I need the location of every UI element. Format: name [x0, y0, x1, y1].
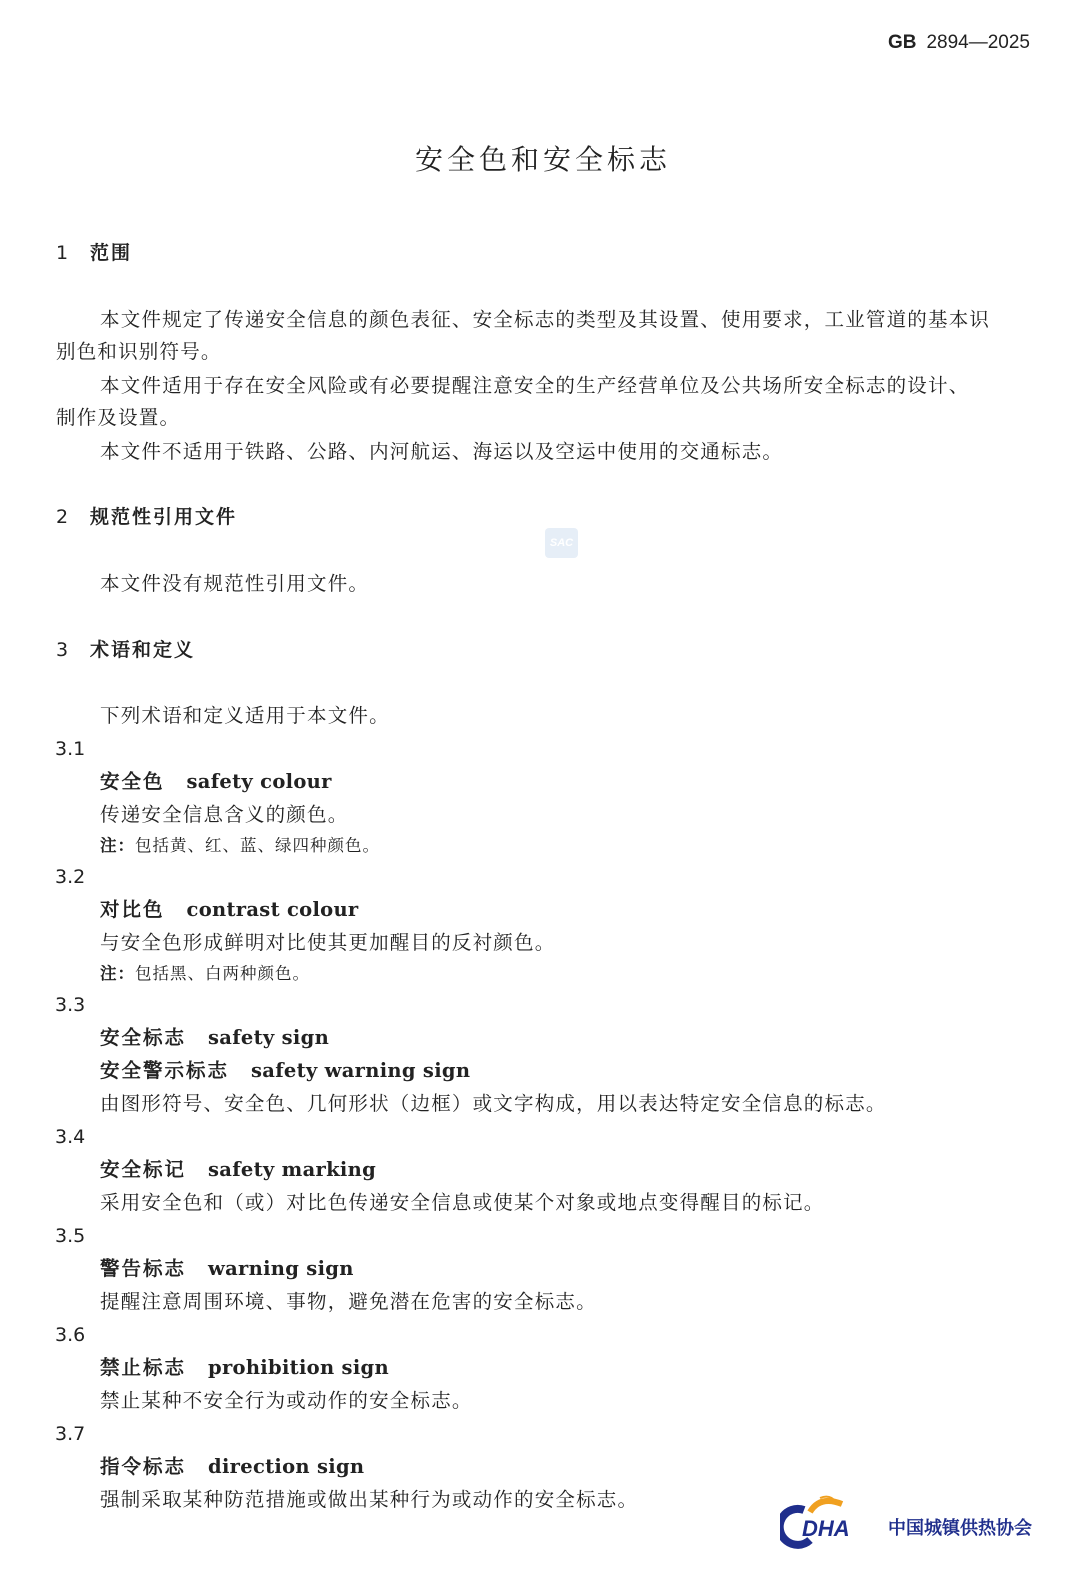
term-number: 3.6	[55, 1324, 86, 1346]
standard-code: GB 2894—2025	[887, 32, 1030, 53]
sac-watermark: SAC	[545, 528, 578, 558]
term-number: 3.7	[55, 1423, 86, 1445]
term-title: 指令标志 direction sign	[100, 1455, 365, 1478]
term-definition: 与安全色形成鲜明对比使其更加醒目的反衬颜色。	[100, 931, 556, 954]
term-title: 对比色 contrast colour	[100, 898, 359, 921]
cdha-logo-text: 中国城镇供热协会	[888, 1518, 1032, 1539]
section-heading: 1 范围	[56, 242, 133, 264]
paragraph-line: 本文件适用于存在安全风险或有必要提醒注意安全的生产经营单位及公共场所安全标志的设计、	[100, 374, 970, 397]
page-title: 安全色和安全标志	[414, 143, 671, 176]
term-number: 3.5	[55, 1225, 86, 1247]
term-definition: 采用安全色和（或）对比色传递安全信息或使某个对象或地点变得醒目的标记。	[100, 1191, 825, 1214]
paragraph-line: 本文件不适用于铁路、公路、内河航运、海运以及空运中使用的交通标志。	[100, 440, 784, 463]
term-title: 安全色 safety colour	[100, 770, 332, 793]
term-definition: 传递安全信息含义的颜色。	[100, 803, 349, 826]
term-title: 安全标志 safety sign	[100, 1026, 330, 1049]
term-title: 禁止标志 prohibition sign	[100, 1356, 389, 1379]
term-number: 3.4	[55, 1126, 86, 1148]
paragraph-line: 别色和识别符号。	[56, 340, 222, 363]
term-definition: 强制采取某种防范措施或做出某种行为或动作的安全标志。	[100, 1488, 639, 1511]
term-definition: 提醒注意周围环境、事物，避免潜在危害的安全标志。	[100, 1290, 597, 1313]
term-number: 3.1	[55, 738, 86, 760]
section-heading: 2 规范性引用文件	[56, 506, 238, 528]
term-synonym: 安全警示标志 safety warning sign	[100, 1059, 471, 1082]
term-number: 3.3	[55, 994, 86, 1016]
term-definition: 由图形符号、安全色、几何形状（边框）或文字构成，用以表达特定安全信息的标志。	[100, 1092, 887, 1115]
term-title: 安全标记 safety marking	[100, 1158, 377, 1181]
term-note: 注：包括黄、红、蓝、绿四种颜色。	[100, 836, 380, 855]
paragraph-line: 下列术语和定义适用于本文件。	[100, 704, 390, 727]
section-heading: 3 术语和定义	[56, 639, 196, 661]
term-note: 注：包括黑、白两种颜色。	[100, 964, 310, 983]
term-title: 警告标志 warning sign	[100, 1257, 354, 1280]
paragraph-line: 本文件规定了传递安全信息的颜色表征、安全标志的类型及其设置、使用要求，工业管道的基本识	[100, 308, 991, 331]
term-definition: 禁止某种不安全行为或动作的安全标志。	[100, 1389, 473, 1412]
term-number: 3.2	[55, 866, 86, 888]
paragraph-line: 本文件没有规范性引用文件。	[100, 572, 370, 595]
paragraph-line: 制作及设置。	[56, 406, 181, 429]
svg-text:DHA: DHA	[802, 1516, 850, 1541]
